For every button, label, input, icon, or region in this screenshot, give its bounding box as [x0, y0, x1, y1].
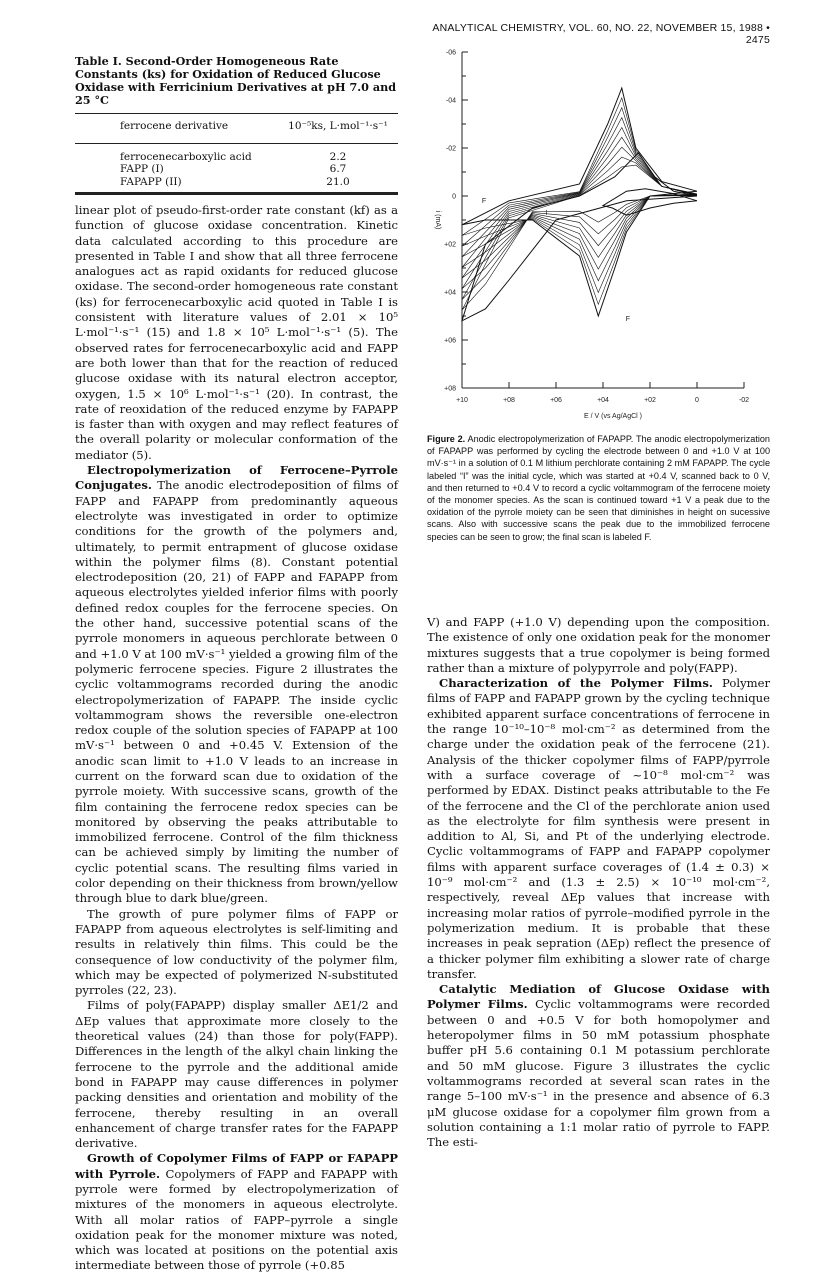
running-head: ANALYTICAL CHEMISTRY, VOL. 60, NO. 22, NOVEMBER 15, 1988 • 2475	[432, 22, 770, 46]
series-line	[462, 108, 697, 293]
y-tick-label: -02	[445, 145, 456, 153]
paragraph: The growth of pure polymer films of FAPP or FAPAPP from aqueous electrolytes is self-limiting and results in relatively thin films. This could be the consequence of low conductivity of the polymer film, which may be expected of polymerized N-substituted pyrroles (22, 23).	[75, 906, 398, 998]
caption-text: Anodic electropolymerization of FAPAPP. The anodic electropolymerization of FAPAPP was performed by cycling the electrode between 0 and +1.0 V at 100 mV·s⁻¹ in a solution of 0.1 M lithium perchlorate containing 2 mM FAPAPP. The cycle labeled “I” was the initial cycle, which was started at +0.4 V, scanned back to 0 V, and then returned to +0.4 V to record a cyclic voltammogram of the ferrocene moiety of the monomer species. As the scan is continued toward +1 V a peak due to the oxidation of the pyrrole moiety can be seen that diminishes in height on sucessive scans. Also with successive scans the peak due to the immobilized ferrocene species can be seen to grow; the final scan is labeled F.	[427, 434, 770, 542]
paragraph: Films of poly(FAPAPP) display smaller ΔE1/2 and ΔEp values that approximate more closely to the theoretical values (24) than those for poly(FAPP). Differences in the length of the alkyl chain linking the ferrocene to the pyrrole and the additional amide bond in FAPAPP may cause differences in polymer packing densities and orientation and mobility of the ferrocene, thereby resulting in an overall enhancement of charge transfer rates for the FAPAPP derivative.	[75, 998, 398, 1151]
table-cell: FAPAPP (II)	[75, 176, 278, 193]
x-tick-label: -02	[738, 397, 750, 404]
y-tick-label: +08	[444, 385, 456, 393]
table-col1-header: ferrocene derivative	[75, 114, 278, 144]
caption-label: Figure 2.	[427, 434, 466, 444]
y-tick-label: 0	[452, 193, 456, 201]
section-heading: Characterization of the Polymer Films.	[439, 676, 713, 691]
y-axis-label: i (mA)	[434, 210, 441, 230]
table-col2-header: 10⁻⁵ks, L·mol⁻¹·s⁻¹	[278, 114, 398, 144]
paragraph	[75, 1151, 398, 1273]
paragraph	[427, 982, 770, 1150]
section-heading: Electropolymerization of Ferrocene–Pyrrole Conjugates.	[75, 463, 398, 493]
paragraph: linear plot of pseudo-first-order rate constant (kf) as a function of glucose oxidase concentration. Kinetic data calculated according to this procedure are presented in Table I and show that all three ferrocene analogues act as rapid oxidants for reduced glucose oxidase. The second-order homogeneous rate constant (ks) for ferrocenecarboxylic acid quoted in Table I is consistent with literature values of 2.01 × 10⁵ L·mol⁻¹·s⁻¹ (15) and 1.8 × 10⁵ L·mol⁻¹·s⁻¹ (5). The observed rates for ferrocenecarboxylic acid and FAPP are both lower than that for the reaction of reduced glucose oxidase with its natural electron acceptor, oxygen, 1.5 × 10⁶ L·mol⁻¹·s⁻¹ (20). In contrast, the rate of reoxidation of the reduced enzyme by FAPAPP is faster than with oxygen and may reflect features of the overall polarity or molecular conformation of the mediator (5).	[75, 203, 398, 462]
series-line	[462, 98, 697, 304]
paragraph-text: The anodic electrodeposition of films of FAPP and FAPAPP from predominantly aqueous electrolyte was investigated in order to optimize conditions for the growth of the polymers and, ultimately, to permit entrapment of glucose oxidase within the polymer films (8). Constant potential electrodeposition (20, 21) of FAPP and FAPAPP from aqueous electrolytes yielded inferior films with poorly defined redox couples for the ferrocene species. On the other hand, successive potential scans of the pyrrole monomers in aqueous perchlorate between 0 and +1.0 V at 100 mV·s⁻¹ yielded a growing film of the polymeric ferrocene species. Figure 2 illustrates the cyclic voltammograms recorded during the anodic electropolymerization of FAPAPP. The inside cyclic voltammogram shows the reversible one-electron redox couple of the solution species of FAPAPP at 100 mV·s⁻¹ between 0 and +0.45 V. Extension of the anodic scan limit to +1.0 V leads to an increase in current on the forward scan due to oxidation of the pyrrole moiety. With successive scans, growth of the film containing the ferrocene redox species can be monitored by observing the peaks attributable to immobilized ferrocene. Control of the film thickness can be achieved simply by limiting the number of cyclic potential scans. The resulting films varied in color depending on their thickness from brown/yellow through blue to dark blue/green.	[75, 478, 399, 906]
rate-constant-table	[75, 113, 398, 193]
x-tick-label: +06	[550, 397, 562, 404]
paragraph-text: Polymer films of FAPP and FAPAPP grown by the cycling technique exhibited apparent surface concentrations of ferrocene in the range 10⁻¹⁰–10⁻⁸ mol·cm⁻² as determined from the charge under the oxidation peak of the ferrocene (21). Analysis of the thicker copolymer films of FAPP/pyrrole with a surface coverage of ~10⁻⁸ mol·cm⁻² was performed by EDAX. Distinct peaks attributable to the Fe of the ferrocene and the Cl of the perchlorate anion used as the electrolyte for film synthesis were present in addition to Al, Si, and Pt of the underlying electrode. Cyclic voltammograms of FAPP and FAPAPP copolymer films with apparent surface coverages of (1.4 ± 0.3) × 10⁻⁹ mol·cm⁻² and (1.3 ± 2.5) × 10⁻¹⁰ mol·cm⁻², respectively, reveal ΔEp values that increase with increasing molar ratios of pyrrole–modified pyrrole in the polymerization medium. It is probable that these increases in peak sepration (ΔEp) reflect the presence of a thicker polymer film exhibiting a slower rate of charge transfer.	[427, 676, 771, 981]
series-line	[462, 88, 697, 316]
table-bottom-rule	[75, 193, 398, 195]
table-row	[75, 163, 398, 176]
table-cell: FAPP (I)	[120, 163, 164, 175]
table-header-row	[75, 114, 398, 144]
y-tick-label: -04	[445, 97, 456, 105]
label-final: F	[625, 315, 631, 323]
x-axis-label: E / V (vs Ag/AgCl )	[584, 413, 642, 420]
paragraph-text: Cyclic voltammograms were recorded between 0 and +0.5 V for both homopolymer and heteropolymer films in 50 mM potassium phosphate buffer pH 5.6 containing 0.1 M potassium perchlorate and 50 mM glucose. Figure 3 illustrates the cyclic voltammograms recorded at several scan rates in the range 5–100 mV·s⁻¹ in the presence and absence of 6.3 μM glucose oxidase for a copolymer film grown from a solution containing a 1:1 molar ratio of pyrrole to FAPP. The esti-	[427, 997, 770, 1150]
x-tick-label: +08	[503, 397, 515, 404]
table-title: Table I. Second-Order Homogeneous Rate Constants (ks) for Oxidation of Reduced Glucose Oxidase with Ferricinium Derivatives at pH 7.0 and 25 °C	[75, 54, 397, 107]
table-row	[75, 143, 398, 163]
series-line	[462, 165, 697, 310]
y-tick-label: +04	[444, 289, 456, 297]
right-column	[427, 615, 770, 1150]
table-row	[75, 176, 398, 193]
section-heading: Growth of Copolymer Films of FAPP or FAPAPP with Pyrrole.	[75, 1151, 398, 1181]
paragraph-text: Copolymers of FAPP and FAPAPP with pyrrole were formed by electropolymerization of mixtures of the monomers in aqueous electrolyte. With all molar ratios of FAPP–pyrrole a single oxidation peak for the monomer mixture was noted, which was located at positions on the potential axis intermediate between those of pyrrole (+0.85	[75, 1166, 398, 1273]
x-tick-label: +10	[456, 397, 468, 404]
y-tick-label: +02	[444, 241, 456, 249]
table-cell: ferrocenecarboxylic acid	[120, 150, 252, 163]
table-cell: 2.2	[329, 150, 347, 163]
section-heading: Catalytic Mediation of Glucose Oxidase with Polymer Films.	[427, 982, 770, 1012]
paragraph	[75, 463, 398, 907]
y-tick-label: +06	[444, 337, 456, 345]
x-tick-label: 0	[695, 397, 699, 404]
paragraph	[427, 676, 770, 982]
table-cell: 6.7	[329, 163, 347, 175]
label-final: F	[481, 198, 487, 206]
x-tick-label: +04	[597, 397, 609, 404]
paragraph: V) and FAPP (+1.0 V) depending upon the composition. The existence of only one oxidation peak for the monomer mixtures suggests that a true copolymer is being formed rather than a mixture of polypyrrole and poly(FAPP).	[427, 615, 770, 675]
x-tick-label: +02	[644, 397, 656, 404]
label-initial: I	[545, 210, 548, 218]
series-line	[462, 147, 697, 289]
y-tick-label: -06	[445, 49, 456, 57]
table-cell: 21.0	[278, 176, 398, 193]
figure-caption	[427, 433, 770, 543]
cyclic-voltammogram-chart	[414, 40, 774, 440]
left-column	[75, 55, 398, 1274]
